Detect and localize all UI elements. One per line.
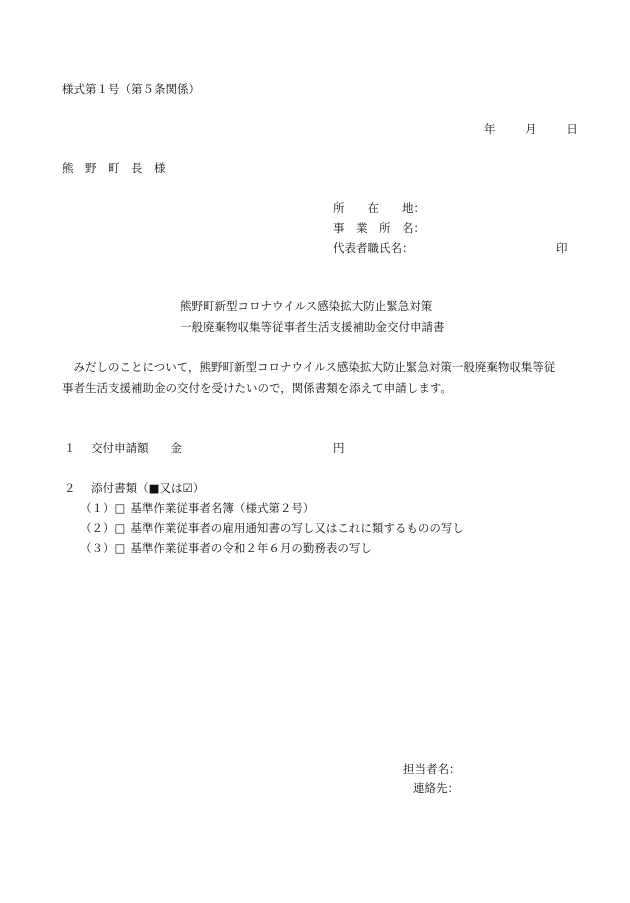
addressee: 熊 野 町 長 様 <box>62 161 166 175</box>
item-number: ２ <box>64 481 76 495</box>
date-line <box>484 124 578 136</box>
attachment-number: （１） <box>80 501 115 515</box>
attachment-number: （２） <box>80 521 115 535</box>
body-line-1: みだしのことについて，熊野町新型コロナウイルス感染拡大防止緊急対策一般廃棄物収集等従 <box>62 360 556 374</box>
list-item <box>80 523 464 543</box>
item-number: １ <box>64 441 76 455</box>
date-year: 年 <box>484 122 496 136</box>
title-line-1: 熊野町新型コロナウイルス感染拡大防止緊急対策 <box>180 299 433 313</box>
date-day: 日 <box>566 122 578 136</box>
contact-person-label: 担当者名： <box>403 762 461 776</box>
attachment-text: 基準作業従事者の令和２年６月の勤務表の写し <box>130 541 372 555</box>
applicant-representative-label: 代表者職氏名： <box>333 241 414 255</box>
attachment-text: 基準作業従事者の雇用通知書の写し又はこれに類するものの写し <box>130 521 464 535</box>
checkbox-icon[interactable]: □ <box>114 501 126 515</box>
body-line-2: 事者生活支援補助金の交付を受けたいので，関係書類を添えて申請します。 <box>62 380 452 395</box>
seal-mark: 印 <box>556 241 568 255</box>
attachment-text: 基準作業従事者名簿（様式第２号） <box>130 501 315 515</box>
amount-suffix: 円 <box>333 441 345 455</box>
checkbox-icon[interactable]: □ <box>114 541 126 555</box>
applicant-business-name-label: 事 業 所 名： <box>333 221 425 235</box>
list-item <box>80 543 464 563</box>
form-number: 様式第１号（第５条関係） <box>62 82 200 96</box>
amount-prefix: 金 <box>170 441 182 455</box>
date-month: 月 <box>525 122 537 136</box>
document-title <box>180 301 445 333</box>
checkbox-icon[interactable]: □ <box>114 521 126 535</box>
contact-label: 連絡先： <box>413 781 459 795</box>
list-item <box>80 503 464 523</box>
applicant-address-label: 所 在 地： <box>333 201 425 215</box>
item-label: 添付書類（■又は☑） <box>91 481 205 495</box>
attachment-list <box>80 503 464 563</box>
item-attachments <box>64 483 204 495</box>
item-application-amount <box>64 443 182 455</box>
item-label: 交付申請額 <box>91 441 149 455</box>
attachment-number: （３） <box>80 541 115 555</box>
body-paragraph <box>62 362 555 394</box>
title-line-2: 一般廃棄物収集等従事者生活支援補助金交付申請書 <box>180 319 445 334</box>
